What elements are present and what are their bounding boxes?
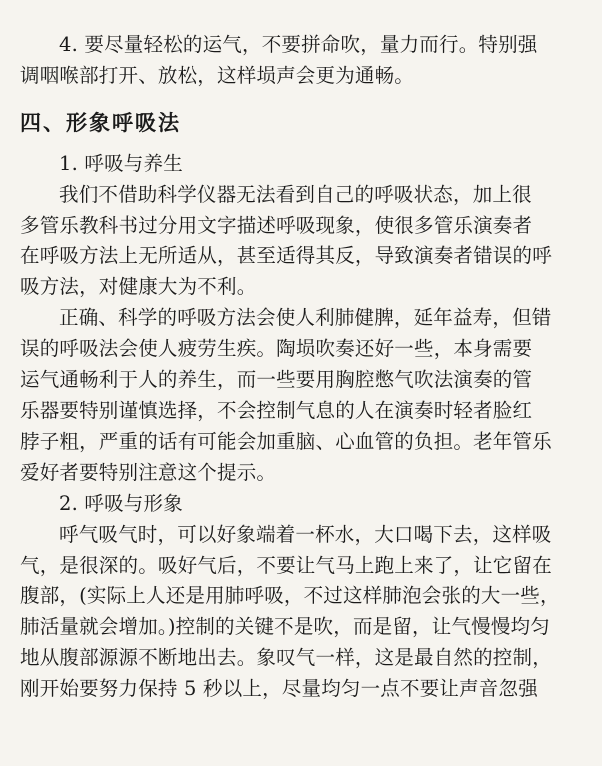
- subsection-heading: 1. 呼吸与养生: [59, 151, 183, 175]
- text-line: 刚开始要努力保持 5 秒以上，尽量均匀一点不要让声音忽强: [20, 677, 538, 701]
- text-line: 运气通畅利于人的养生，而一些要用胸腔憋气吹法演奏的管: [20, 368, 533, 392]
- text-line: 爱好者要特别注意这个提示。: [20, 460, 277, 484]
- text-line: 肺活量就会增加。)控制的关键不是吹，而是留，让气慢慢均匀: [20, 615, 550, 639]
- text-line: 4. 要尽量轻松的运气，不要拼命吹，量力而行。特别强: [59, 33, 538, 56]
- text-line: 呼气吸气时，可以好象端着一杯水，大口喝下去，这样吸: [59, 522, 552, 546]
- text-line: 在呼吸方法上无所适从，甚至适得其反，导致演奏者错误的呼: [20, 244, 552, 268]
- text-line: 误的呼吸法会使人疲劳生疾。陶埙吹奏还好一些，本身需要: [20, 337, 533, 361]
- text-line: 乐器要特别谨慎选择，不会控制气息的人在演奏时轻者脸红: [20, 398, 533, 422]
- text-line: 腹部，(实际上人还是用肺呼吸，不过这样肺泡会张的大一些，: [20, 584, 560, 608]
- text-line: 我们不借助科学仪器无法看到自己的呼吸状态，加上很: [59, 182, 532, 206]
- section-heading: 四、形象呼吸法: [20, 109, 181, 135]
- text-line: 正确、科学的呼吸方法会使人利肺健脾，延年益寿，但错: [59, 306, 552, 330]
- text-line: 地从腹部源源不断地出去。象叹气一样，这是最自然的控制，: [20, 646, 552, 670]
- text-line: 多管乐教科书过分用文字描述呼吸现象，使很多管乐演奏者: [20, 213, 533, 237]
- subsection-heading: 2. 呼吸与形象: [59, 491, 183, 515]
- text-line: 脖子粗，严重的话有可能会加重脑、心血管的负担。老年管乐: [20, 429, 552, 453]
- text-line: 气，是很深的。吸好气后，不要让气马上跑上来了，让它留在: [20, 553, 552, 577]
- text-line: 吸方法，对健康大为不利。: [20, 275, 257, 299]
- text-line: 调咽喉部打开、放松，这样埙声会更为通畅。: [20, 63, 415, 87]
